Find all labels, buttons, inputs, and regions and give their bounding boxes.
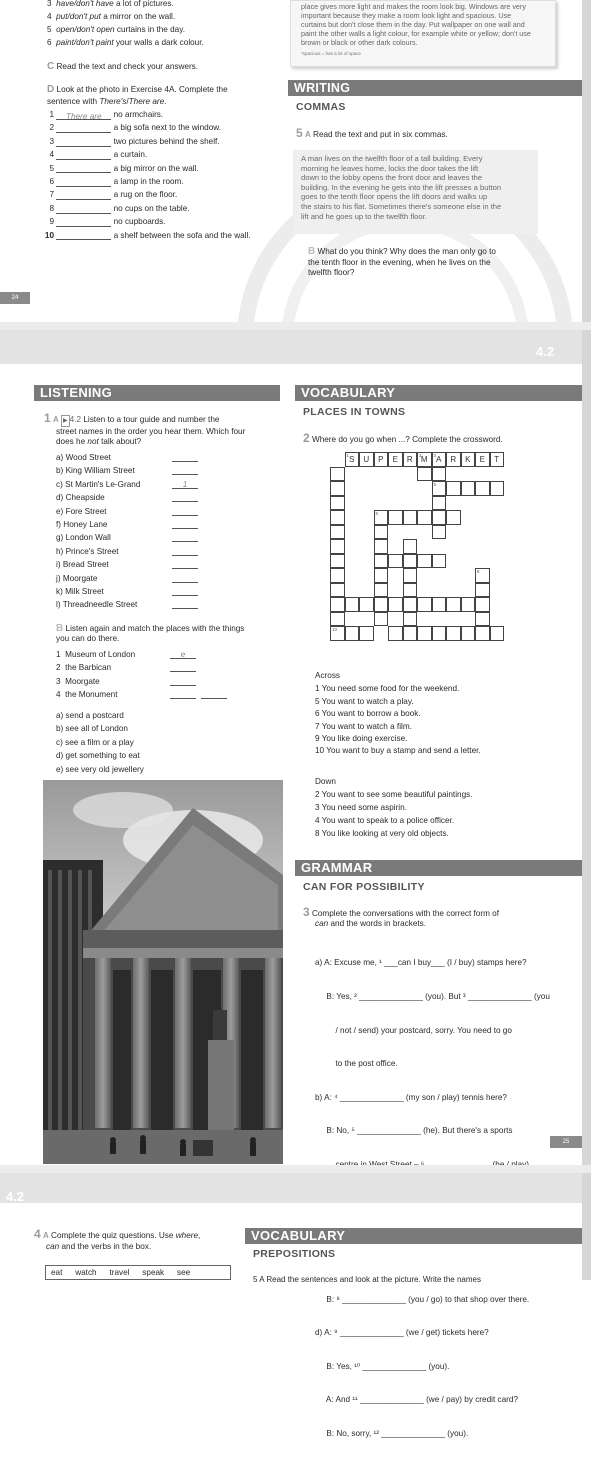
d-item: 10 a shelf between the sofa and the wall. [44, 230, 251, 240]
list-item: c) St Martin's Le-Grand 1 [56, 480, 201, 490]
verb-box [45, 1265, 231, 1280]
list-item: f) Honey Lane [56, 520, 201, 530]
list-item: b) King William Street [56, 466, 201, 476]
list-item: 4 the Monument [56, 690, 236, 700]
list-item: l) Threadneedle Street [56, 600, 201, 610]
clue: 6 You want to borrow a book. [315, 709, 421, 719]
conv-line: b) A: ⁴ ______________ (my son / play) tennis here? [315, 1092, 507, 1102]
unit-number: 4.2 [536, 344, 555, 359]
verb: speak [142, 1268, 165, 1277]
conv-line: B: No, sorry, ¹² ______________ (you). [315, 1428, 469, 1438]
crossword-grid: 1 S U P E R 2 M 3 A R K E T 10 5 6 8 [330, 452, 510, 652]
writing-subtitle: COMMAS [296, 101, 346, 113]
prev-line-6: 6 paint/don't paint your walls a dark colour. [47, 38, 204, 47]
list-item: d) Cheapside [56, 493, 201, 503]
list-item: e) Fore Street [56, 507, 201, 517]
d-item: 3 two pictures behind the shelf. [49, 136, 220, 146]
exercise-5b: B What do you think? Why does the man only go to the tenth floor in the evening, when he lives on the twelfth floor? [308, 246, 496, 277]
list-item: b) see all of London [56, 724, 128, 734]
prepositions-subtitle: PREPOSITIONS [253, 1248, 336, 1260]
grammar-subtitle: CAN FOR POSSIBILITY [303, 881, 425, 893]
clue: 1 You need some food for the weekend. [315, 684, 460, 694]
d-item: 2 a big sofa next to the window. [49, 123, 221, 133]
clue: 8 You like looking at very old objects. [315, 829, 449, 839]
gap-band-1 [0, 322, 591, 330]
d-item: 7 a rug on the floor. [49, 190, 178, 200]
d-item: 9 no cupboards. [49, 217, 166, 227]
conv-line: d) A: ⁹ ______________ (we / get) tickets here? [315, 1328, 489, 1338]
clue: 2 You want to see some beautiful paintings. [315, 790, 473, 800]
conv-line: B: ⁸ ______________ (you / go) to that shop over there. [315, 1294, 530, 1304]
royal-exchange-photo [43, 780, 283, 1164]
exercise-1a: 1 A ▶ 4.2 Listen to a tour guide and number the street names in the order you hear them. Which four does he not talk about? [44, 411, 246, 447]
prev-line-5: 5 open/don't open curtains in the day. [47, 25, 185, 34]
list-item: h) Prince's Street [56, 547, 201, 557]
list-item: i) Bread Street [56, 560, 201, 570]
section-writing: WRITING [288, 80, 588, 96]
page-number-24: 24 [0, 292, 30, 304]
list-item: c) see a film or a play [56, 737, 134, 747]
page-edge [582, 330, 591, 1165]
prev-line-3: 3 have/don't have a lot of pictures. [47, 0, 174, 8]
section-listening: LISTENING [34, 385, 280, 401]
clue: 10 You want to buy a stamp and send a letter. [315, 746, 481, 756]
verb: see [176, 1268, 191, 1277]
exercise-5a-cut: 5 A Read the sentences and look at the picture. Write the names [253, 1275, 481, 1284]
across-clues: Across 1 You need some food for the weekend. 5 You want to watch a play. 6 You want to borrow a book. 7 You want to watch a film. 9 You like doing exercise. 10 You want to buy a stamp and send a letter. [315, 670, 575, 758]
prev-line-4: 4 put/don't put a mirror on the wall. [47, 12, 176, 21]
unit-number: 4.2 [6, 1189, 25, 1204]
list-item: a) send a postcard [56, 711, 124, 720]
vocabulary-subtitle: PLACES IN TOWNS [303, 406, 406, 418]
audio-track-icon[interactable]: ▶ [61, 415, 70, 427]
list-item: j) Moorgate [56, 574, 201, 584]
exercise-1b: B Listen again and match the places with the things you can do there. [56, 623, 245, 644]
exercise-4a: 4 A Complete the quiz questions. Use where, can and the verbs in the box. [34, 1227, 201, 1251]
d-item: 1 There are no armchairs. [49, 110, 164, 121]
d-item: 4 a curtain. [49, 150, 148, 160]
exercise-2: 2 Where do you go when ...? Complete the crossword. [303, 431, 503, 445]
comma-text-box: A man lives on the twelfth floor of a tall building. Every morning he leaves home, locks the door takes the lift down to the lobby opens the front door and leaves the building. In the evening he gets into the lift presses a button goes to the tenth floor opens the lift doors and walks up the stairs to his flat. Sometimes there's someone else in the lift and he goes up to the twelfth floor. [293, 150, 538, 234]
conv-line: B: Yes, ² ______________ (you). But ³ ______________ (you [315, 992, 550, 1002]
exercise-d: D Look at the photo in Exercise 4A. Complete the sentence with There's/There are. [47, 84, 228, 106]
exercise-3: 3 Complete the conversations with the correct form of can and the words in brackets. [303, 905, 499, 929]
gap-band-2 [0, 1165, 591, 1173]
verb: watch [75, 1268, 97, 1277]
d-item: 8 no cups on the table. [49, 203, 190, 213]
d-item: 5 a big mirror on the wall. [49, 163, 199, 173]
bottom-page [0, 1173, 591, 1284]
conv-line: B: Yes, ¹⁰ ______________ (you). [315, 1361, 450, 1371]
unit-header-bar [0, 330, 582, 364]
exercise-5a: 5 A Read the text and put in six commas. [296, 126, 448, 140]
page-edge [582, 0, 591, 322]
conv-line: / not / send) your postcard, sorry. You need to go [315, 1025, 512, 1035]
clue: 3 You need some aspirin. [315, 803, 407, 813]
clue: 9 You like doing exercise. [315, 734, 408, 744]
list-item: a) Wood Street [56, 453, 201, 463]
conv-line: to the post office. [315, 1059, 398, 1069]
list-item: e) see very old jewellery [56, 764, 144, 774]
list-item: k) Milk Street [56, 587, 201, 597]
page-number-25: 25 [550, 1136, 582, 1148]
section-vocabulary: VOCABULARY [295, 385, 582, 401]
things-list [56, 709, 236, 776]
section-grammar: GRAMMAR [295, 860, 582, 876]
list-item: 2 the Barbican [56, 663, 236, 673]
list-item: d) get something to eat [56, 751, 140, 761]
page-edge [582, 1173, 591, 1280]
reading-text-box: place gives more light and makes the room look big. Windows are very important because they make a room look light and spacious. Use curtains but don't close them in the day. Put wallpaper on one wall and paint the other walls a light colour, for example white or yellow; don't use brown or black or other dark colours. *spacious = has a lot of space [290, 0, 556, 67]
clue: 5 You want to watch a play. [315, 696, 414, 706]
list-item: 1 Museum of London e [56, 650, 236, 660]
list-item: g) London Wall [56, 533, 201, 543]
conv-line: a) A: Excuse me, ¹ ___can I buy___ (I / buy) stamps here? [315, 958, 527, 968]
list-item: 3 Moorgate [56, 677, 236, 687]
verb: travel [109, 1268, 130, 1277]
section-vocabulary-2: VOCABULARY [245, 1228, 582, 1244]
exercise-c: C Read the text and check your answers. [47, 61, 199, 72]
top-page [0, 0, 591, 322]
clue: 4 You want to speak to a police officer. [315, 816, 455, 826]
conv-line: B: No, ⁵ ______________ (he). But there's a sports [315, 1126, 513, 1136]
verb: eat [51, 1268, 63, 1277]
down-clues: Down 2 You want to see some beautiful paintings. 3 You need some aspirin. 4 You want to speak to a police officer. 8 You like looking at very old objects. [315, 775, 575, 840]
unit-header-bar [0, 1173, 582, 1203]
d-item: 6 a lamp in the room. [49, 177, 184, 186]
clue: 7 You want to watch a film. [315, 721, 412, 731]
conv-line: A: And ¹¹ ______________ (we / pay) by credit card? [315, 1395, 518, 1405]
